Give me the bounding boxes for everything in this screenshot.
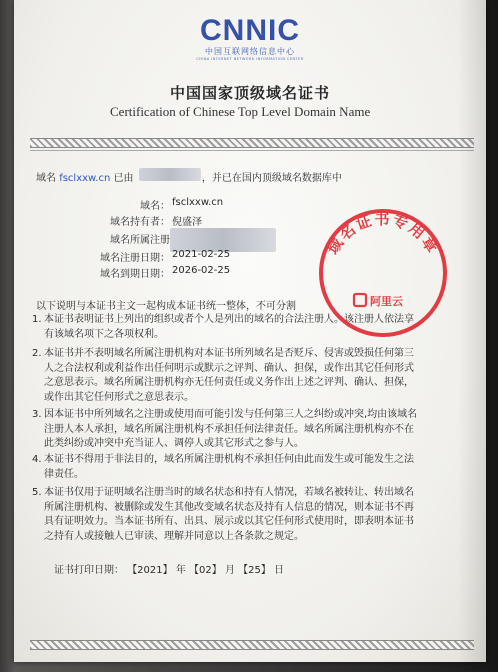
field-label: 域名到期日期： [100,269,170,280]
clause-text: 本证书并不表明域名所属注册机构对本证书所列域名是否贬斥、侵害或毁损任何第三人之合法权利或利益作出任何明示或默示之评判、确认、担保，或作出其它任何形式之意思表示。域名所属注册机构亦无任何责任或义务作出上述之评判、确认、担保，或作出其它任何形式之意思表示。 [44,348,414,403]
clause-text: 本证书不得用于非法目的，域名所属注册机构不承担任何由此而发生或可能发生之法律责任。 [44,454,414,480]
field-value: 2021-02-25 [172,249,231,260]
clause-text: 因本证书中所列域名之注册或使用而可能引发与任何第三人之纠纷或冲突,均由该域名注册人本人承担，域名所属注册机构不承担任何法律责任。域名所属注册机构亦不在此类纠纷或冲突中充当证人、调停人或其它形式之参与人。 [44,409,418,449]
cnnic-logo [14,14,486,61]
clause-number: 2. [32,348,42,359]
print-month-unit: 月 [224,565,235,576]
intro-mid: 已由 [113,173,134,184]
field-label: 域名注册日期： [100,253,170,264]
clause-number: 4. [32,454,42,465]
print-day-unit: 日 [274,565,285,576]
redacted-registrar [139,168,201,181]
field-label: 域名所属注册 [110,235,170,246]
explain-intro: 以下说明与本证书主文一起构成本证书统一整体，不可分割 [36,301,296,312]
aliyun-logo-mark [354,294,366,306]
print-day: 【25】 [238,565,271,576]
intro-prefix: 域名 [36,173,56,184]
certificate-subtitle: Certification of Chinese Top Level Domain Name [110,104,371,119]
certificate-title: 中国国家顶级域名证书 [169,84,330,102]
decorative-border-top [30,138,474,148]
field-label: 域名： [140,201,170,212]
clause-number: 3. [32,409,42,420]
intro-suffix: ，并已在国内顶级域名数据库中 [201,173,342,184]
clause-text: 本证书仅用于证明域名注册当时的域名状态和持有人情况，若域名被转让、转出域名所属注册机构、被删除或发生其他改变域名状态及持有人信息的情况，则本证书不再具有证明效力。当本证书所有、出具、展示或以其它任何形式使用时，即表明本证书之持有人或接触人已审读、理解并同意以上各条款之规定。 [44,487,414,542]
clause-number: 1. [32,314,42,325]
logo-cn-name: 中国互联网络信息中心 [205,47,295,56]
field-value: 2026-02-25 [172,265,231,276]
official-seal-icon [314,204,452,342]
print-month: 【02】 [189,565,222,576]
clause-text: 本证书表明证书上列出的组织或者个人是列出的域名的合法注册人。该注册人依法享有该域名项下之各项权利。 [44,314,414,340]
logo-en-name: CHINA INTERNET NETWORK INFORMATION CENTER [196,57,304,61]
intro-domain: fsclxxw.cn [59,173,111,184]
print-year-unit: 年 [175,565,186,576]
print-date-label: 证书打印日期： [54,565,124,576]
logo-brand: CNNIC [200,14,300,47]
clause-item [32,453,420,482]
certificate-paper [14,0,486,662]
print-date [54,561,284,576]
field-value: 倪盛泽 [172,217,202,228]
clause-item [32,347,420,405]
field-value: fsclxxw.cn [172,197,224,208]
field-label: 域名持有者： [110,217,170,228]
print-year: 【2021】 [127,565,173,576]
seal-ring-text: 域名证书专用章 [323,210,443,258]
clause-number: 5. [32,487,42,498]
clause-item [32,486,420,544]
decorative-border-bottom [30,640,474,650]
seal-company: 阿里云 [370,295,403,308]
clause-item [32,408,420,452]
divider-line [30,150,474,151]
